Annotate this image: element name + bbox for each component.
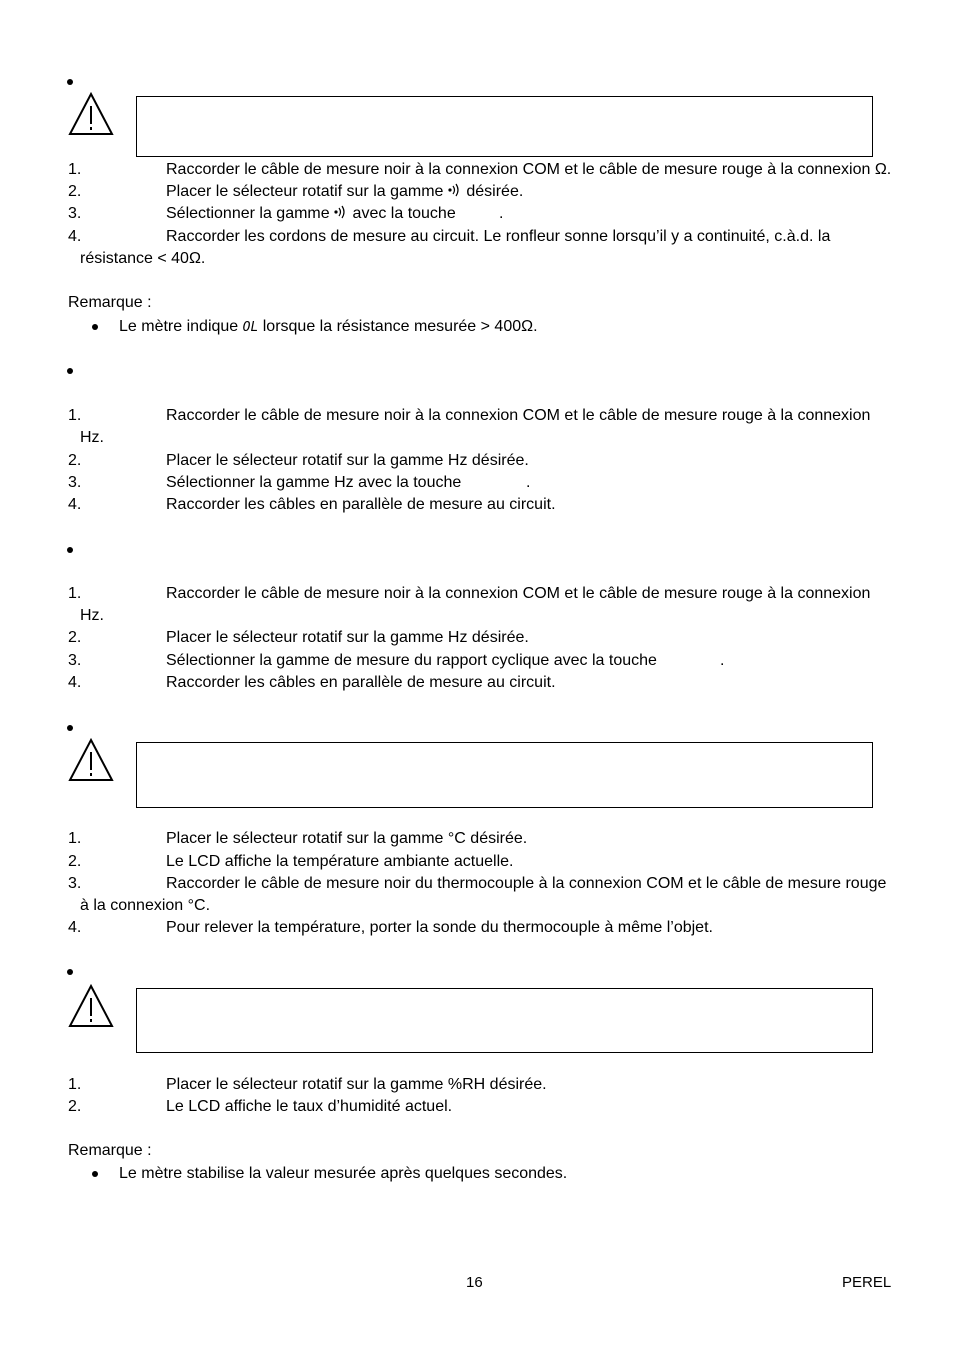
step-number: 2. xyxy=(68,183,82,200)
warning-triangle-icon xyxy=(68,738,114,782)
overload-symbol: OL xyxy=(242,320,259,335)
step-text: Le LCD affiche le taux d’humidité actuel. xyxy=(166,1098,453,1115)
section-bullet-duty-cycle xyxy=(67,547,73,553)
step-number: 2. xyxy=(68,1098,82,1115)
warning-triangle-icon xyxy=(68,92,114,136)
step-text-continued: résistance < 40Ω. xyxy=(80,250,206,267)
step-number: 1. xyxy=(68,1076,82,1093)
step-number: 4. xyxy=(68,674,82,691)
step-text: Sélectionner la gamme de mesure du rapport cyclique avec la touche xyxy=(166,652,657,669)
section-bullet-humidity xyxy=(67,969,73,975)
remark-text xyxy=(119,317,538,338)
step-text-end: . xyxy=(720,652,725,669)
step-text: Raccorder les câbles en parallèle de mesure au circuit. xyxy=(166,674,556,691)
step-text: Raccorder les cordons de mesure au circuit. Le ronfleur sonne lorsqu’il y a continuité, c.à.d. la xyxy=(166,228,831,245)
step-number: 4. xyxy=(68,228,82,245)
step-text-post: avec la touche xyxy=(352,205,456,222)
continuity-beeper-icon xyxy=(448,182,462,198)
continuity-beeper-icon xyxy=(334,204,348,220)
warning-box xyxy=(136,742,873,808)
footer-brand: PEREL xyxy=(842,1274,892,1291)
page-number: 16 xyxy=(466,1274,483,1291)
step-text-pre: Sélectionner la gamme xyxy=(166,205,330,222)
step-number: 2. xyxy=(68,629,82,646)
remark-text-pre: Le mètre indique xyxy=(119,318,239,335)
remark-label: Remarque : xyxy=(68,1142,152,1159)
warning-box xyxy=(136,96,873,157)
step-number: 3. xyxy=(68,205,82,222)
step-text-continued: Hz. xyxy=(80,429,104,446)
step-number: 1. xyxy=(68,161,82,178)
step-text: Pour relever la température, porter la sonde du thermocouple à même l’objet. xyxy=(166,919,713,936)
step-text xyxy=(166,204,456,224)
step-text-continued: à la connexion °C. xyxy=(80,897,211,914)
step-text-end: . xyxy=(499,205,504,222)
warning-triangle-icon xyxy=(68,984,114,1028)
step-text: Raccorder le câble de mesure noir à la connexion COM et le câble de mesure rouge à la connexion xyxy=(166,585,871,602)
step-text: Le LCD affiche la température ambiante actuelle. xyxy=(166,853,514,870)
step-number: 3. xyxy=(68,652,82,669)
remark-text-post: lorsque la résistance mesurée > 400Ω. xyxy=(262,318,538,335)
section-bullet-frequency xyxy=(67,368,73,374)
step-text: Raccorder le câble de mesure noir à la connexion COM et le câble de mesure rouge à la connexion xyxy=(166,407,871,424)
remark-bullet xyxy=(92,1171,98,1177)
step-text: Raccorder le câble de mesure noir du thermocouple à la connexion COM et le câble de mesure rouge xyxy=(166,875,887,892)
step-text: Placer le sélecteur rotatif sur la gamme Hz désirée. xyxy=(166,452,529,469)
step-number: 1. xyxy=(68,407,82,424)
step-number: 2. xyxy=(68,452,82,469)
step-text-end: . xyxy=(526,474,531,491)
step-text: Placer le sélecteur rotatif sur la gamme °C désirée. xyxy=(166,830,528,847)
section-bullet-temperature xyxy=(67,725,73,731)
step-text: Placer le sélecteur rotatif sur la gamme %RH désirée. xyxy=(166,1076,547,1093)
step-text: Raccorder le câble de mesure noir à la connexion COM et le câble de mesure rouge à la connexion Ω. xyxy=(166,161,892,178)
warning-box xyxy=(136,988,873,1053)
step-text-post: désirée. xyxy=(466,183,524,200)
step-number: 4. xyxy=(68,496,82,513)
step-number: 1. xyxy=(68,585,82,602)
step-text-pre: Placer le sélecteur rotatif sur la gamme xyxy=(166,183,444,200)
remark-label: Remarque : xyxy=(68,294,152,311)
step-text: Sélectionner la gamme Hz avec la touche xyxy=(166,474,462,491)
step-number: 2. xyxy=(68,853,82,870)
remark-bullet xyxy=(92,324,98,330)
step-number: 3. xyxy=(68,474,82,491)
step-text: Raccorder les câbles en parallèle de mesure au circuit. xyxy=(166,496,556,513)
step-text xyxy=(166,182,523,202)
step-text-continued: Hz. xyxy=(80,607,104,624)
remark-text: Le mètre stabilise la valeur mesurée après quelques secondes. xyxy=(119,1165,568,1182)
step-text: Placer le sélecteur rotatif sur la gamme Hz désirée. xyxy=(166,629,529,646)
step-number: 3. xyxy=(68,875,82,892)
section-bullet-continuity xyxy=(67,79,73,85)
step-number: 4. xyxy=(68,919,82,936)
step-number: 1. xyxy=(68,830,82,847)
